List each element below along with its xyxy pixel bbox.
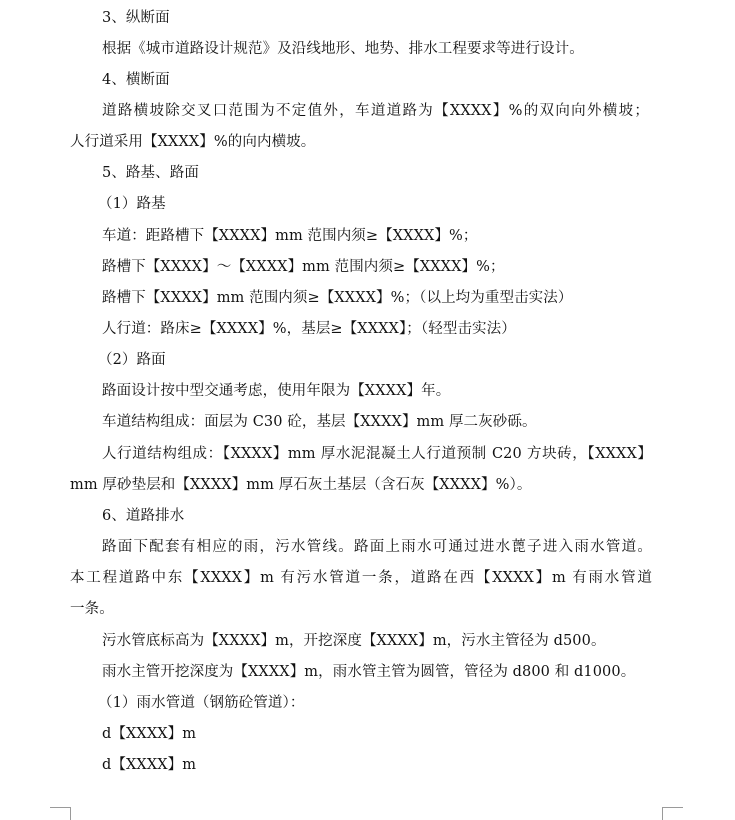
drainage-paragraph-line-3: 一条。 xyxy=(70,601,114,617)
subheading-rainwater-pipe: （1）雨水管道（钢筋砼管道）： xyxy=(98,695,305,711)
rainwater-pipe-size-2: d【XXXX】m xyxy=(102,757,197,773)
subgrade-roadway-line: 车道：距路槽下【XXXX】mm 范围内须≥【XXXX】%； xyxy=(102,228,478,244)
subgrade-trough-range-line: 路槽下【XXXX】～【XXXX】mm 范围内须≥【XXXX】%； xyxy=(102,259,505,275)
paragraph-cross-slope-line-2: 人行道采用【XXXX】%的向内横坡。 xyxy=(70,134,316,150)
paragraph-longitudinal-design: 根据《城市道路设计规范》及沿线地形、地势、排水工程要求等进行设计。 xyxy=(102,41,584,57)
rainwater-pipe-size-1: d【XXXX】m xyxy=(102,726,197,742)
subheading-pavement: （2）路面 xyxy=(98,352,166,368)
drainage-paragraph-line-2: 本工程道路中东【XXXX】m 有污水管道一条，道路在西【XXXX】m 有雨水管道 xyxy=(70,570,652,586)
subheading-subgrade: （1）路基 xyxy=(98,196,166,212)
pavement-sidewalk-structure-line-2: mm 厚砂垫层和【XXXX】mm 厚石灰土基层（含石灰【XXXX】%）。 xyxy=(70,477,532,493)
pavement-sidewalk-structure-line-1: 人行道结构组成：【XXXX】mm 厚水泥混凝土人行道预制 C20 方块砖，【XXXX】 xyxy=(102,446,652,462)
heading-longitudinal-section: 3、纵断面 xyxy=(102,10,170,26)
heading-subgrade-pavement: 5、路基、路面 xyxy=(102,165,199,181)
drainage-paragraph-line-1: 路面下配套有相应的雨，污水管线。路面上雨水可通过进水蓖子进入雨水管道。 xyxy=(102,539,652,555)
heading-cross-section: 4、横断面 xyxy=(102,72,170,88)
subgrade-trough-heavy-compaction-line: 路槽下【XXXX】mm 范围内须≥【XXXX】%；（以上均为重型击实法） xyxy=(102,290,573,306)
page-margin-corner-left xyxy=(50,807,71,820)
page-margin-corner-right xyxy=(662,807,683,820)
pavement-roadway-structure-line: 车道结构组成：面层为 C30 砼，基层【XXXX】mm 厚二灰砂砾。 xyxy=(102,414,537,430)
paragraph-cross-slope-line-1: 道路横坡除交叉口范围为不定值外，车道道路为【XXXX】%的双向向外横坡； xyxy=(102,103,649,119)
pavement-design-line: 路面设计按中型交通考虑，使用年限为【XXXX】年。 xyxy=(102,383,451,399)
rainwater-main-pipe-line: 雨水主管开挖深度为【XXXX】m，雨水管主管为圆管，管径为 d800 和 d1000。 xyxy=(102,664,636,680)
heading-road-drainage: 6、道路排水 xyxy=(102,508,185,524)
subgrade-sidewalk-line: 人行道：路床≥【XXXX】%，基层≥【XXXX】；（轻型击实法） xyxy=(102,321,516,337)
sewage-pipe-line: 污水管底标高为【XXXX】m，开挖深度【XXXX】m，污水主管径为 d500。 xyxy=(102,633,606,649)
